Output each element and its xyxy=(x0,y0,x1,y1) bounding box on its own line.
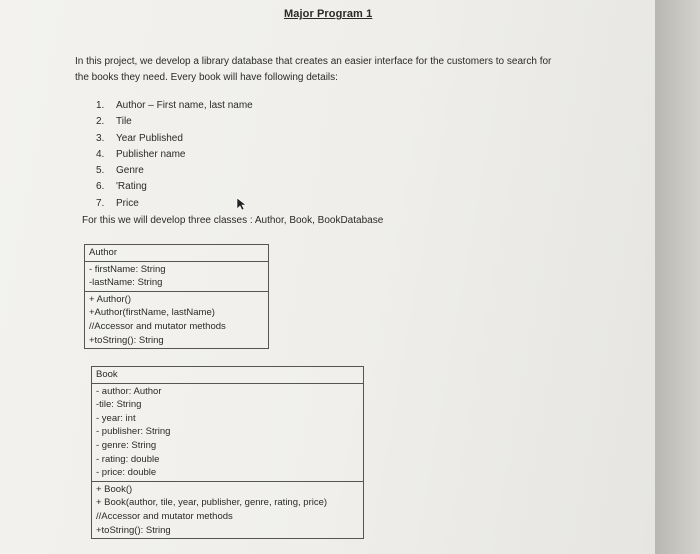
method: + Book(author, tile, year, publisher, genre, rating, price) xyxy=(96,497,328,509)
list-item: 7. Price xyxy=(96,197,139,209)
author-class-diagram xyxy=(84,244,269,349)
classes-intro: For this we will develop three classes : Author, Book, BookDatabase xyxy=(82,215,384,226)
attribute: - genre: String xyxy=(96,439,157,451)
method: +Author(firstName, lastName) xyxy=(89,307,215,319)
class-name-section xyxy=(85,245,268,261)
attribute: -lastName: String xyxy=(89,277,163,289)
list-item: 6. 'Rating xyxy=(96,181,147,193)
details-list xyxy=(96,98,253,212)
methods-section xyxy=(85,291,268,348)
method: +toString(): String xyxy=(96,524,171,536)
attribute: - price: double xyxy=(96,467,157,479)
list-item: 1. Author – First name, last name xyxy=(96,100,253,111)
method: //Accessor and mutator methods xyxy=(96,510,233,522)
attribute: - publisher: String xyxy=(96,426,171,438)
attribute: - year: int xyxy=(96,412,136,424)
class-name-section xyxy=(92,367,363,383)
list-item: 5. Genre xyxy=(96,165,144,177)
methods-section xyxy=(92,481,363,538)
method: + Author() xyxy=(89,293,131,305)
method: +toString(): String xyxy=(89,334,164,346)
class-name: Book xyxy=(96,369,118,380)
attribute: - firstName: String xyxy=(89,263,166,275)
intro-paragraph: In this project, we develop a library database that creates an easier interface for the customers to search for the books they need. Every book will have following details: xyxy=(75,56,552,83)
attribute: -tile: String xyxy=(96,399,142,411)
list-item: 3. Year Published xyxy=(96,132,183,144)
class-name: Author xyxy=(89,247,117,258)
background-edge xyxy=(655,0,700,554)
book-class-diagram xyxy=(91,366,364,539)
list-item: 4. Publisher name xyxy=(96,148,186,160)
page-title: Major Program 1 xyxy=(284,8,373,20)
attributes-section xyxy=(92,383,363,481)
attribute: - rating: double xyxy=(96,453,160,465)
method: + Book() xyxy=(96,483,133,495)
attributes-section xyxy=(85,261,268,291)
list-item: 2. Tile xyxy=(96,116,132,128)
attribute: - author: Author xyxy=(96,385,162,397)
method: //Accessor and mutator methods xyxy=(89,320,226,332)
arrow-cursor-icon xyxy=(235,197,247,211)
